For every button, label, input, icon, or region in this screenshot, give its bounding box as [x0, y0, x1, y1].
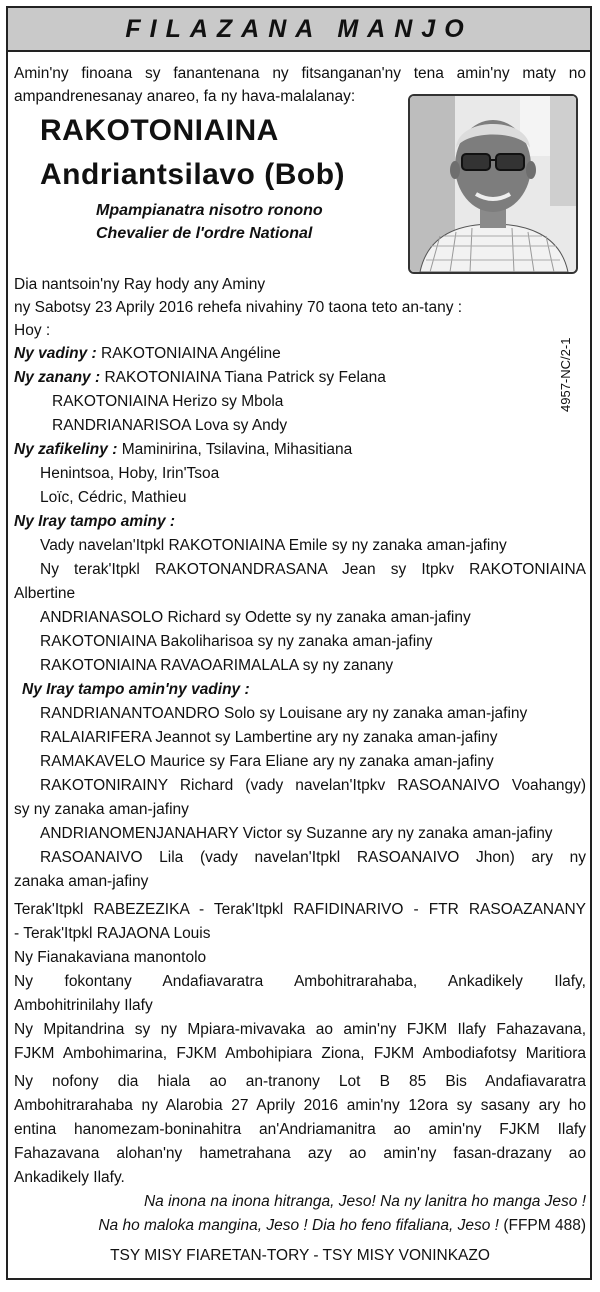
death-line-2: ny Sabotsy 23 Aprily 2016 rehefa nivahiny 70 taona teto an-tany : [14, 299, 463, 316]
sibling-entry: Vady navelan'Itpkl RAKOTONIAINA Emile sy ny zanaka aman-jafiny [40, 537, 507, 554]
spouse-sibling-entry: ANDRIANOMENJANAHARY Victor sy Suzanne ary ny zanaka aman-jafiny [40, 825, 553, 842]
verse-line-1: Na inona na inona hitranga, Jeso! Na ny lanitra ho manga Jeso ! [143, 1193, 586, 1210]
grandchildren-row [14, 438, 586, 461]
child-entry: RAKOTONIAINA Tiana Patrick sy Felana [104, 369, 386, 386]
sibling-entry-continued: Albertine [14, 585, 76, 602]
grandchild-entry: Maminirina, Tsilavina, Mihasitiana [121, 441, 353, 458]
spouse-sibling-entry: RASOANAIVO Lila (vady navelan'Itpkl RASOANAIVO Jhon) ary ny [40, 849, 586, 866]
deceased-surname: RAKOTONIAINA [40, 114, 279, 147]
portrait-photo-icon [408, 94, 578, 274]
spouse-sibling-entry-continued: sy ny zanaka aman-jafiny [14, 801, 189, 818]
spouse-siblings-label: Ny Iray tampo amin'ny vadiny : [22, 681, 250, 698]
verse-line-2: Na ho maloka mangina, Jeso ! Dia ho feno fifaliana, Jeso ! [98, 1217, 499, 1234]
siblings-label: Ny Iray tampo aminy : [14, 513, 176, 530]
notice-title: FILAZANA MANJO [125, 14, 473, 43]
grandchild-entry: Loïc, Cédric, Mathieu [40, 489, 187, 506]
relatives-line-1: Terak'Itpkl RABEZEZIKA - Terak'Itpkl RAFIDINARIVO - FTR RASOAZANANY [14, 901, 586, 918]
spouse-sibling-entry-continued: zanaka aman-jafiny [14, 873, 149, 890]
spouse-sibling-entry: RAMAKAVELO Maurice sy Fara Eliane ary ny zanaka aman-jafiny [40, 753, 494, 770]
death-line-1: Dia nantsoin'ny Ray hody any Aminy [14, 276, 266, 293]
spouse-sibling-entry: RAKOTONIRAINY Richard (vady navelan'Itpkv RASOANAIVO Voahangy) [40, 777, 586, 794]
notice-header [8, 8, 590, 52]
reference-code: 4957-NC/2-1 [558, 337, 573, 412]
children-label: Ny zanany : [14, 369, 101, 386]
sibling-entry: RAKOTONIAINA RAVAOARIMALALA sy ny zanany [40, 657, 394, 674]
grandchild-entry: Henintsoa, Hoby, Irin'Tsoa [40, 465, 220, 482]
children-row [14, 366, 586, 389]
relatives-line-5: Ambohitrinilahy Ilafy [14, 997, 153, 1014]
sibling-entry: ANDRIANASOLO Richard sy Odette sy ny zanaka aman-jafiny [40, 609, 471, 626]
deceased-title-2: Chevalier de l'ordre National [96, 225, 313, 242]
sibling-entry: RAKOTONIAINA Bakoliharisoa sy ny zanaka aman-jafiny [40, 633, 433, 650]
relatives-line-4: Ny fokontany Andafiavaratra Ambohitrarahaba, Ankadikely Ilafy, [14, 973, 586, 990]
funeral-line-2: Ambohitrarahaba ny Alarobia 27 Aprily 2016 amin'ny 12ora sy sasany ary ho [14, 1097, 586, 1114]
sibling-entry: Ny terak'Itpkl RAKOTONANDRASANA Jean sy Itpkv RAKOTONIAINA [40, 561, 586, 578]
funeral-line-1: Ny nofony dia hiala ao an-tranony Lot B 85 Bis Andafiavaratra [14, 1073, 586, 1090]
verse-line-2-row [14, 1214, 586, 1237]
funeral-line-5: Ankadikely Ilafy. [14, 1169, 125, 1186]
spouse-sibling-entry: RALAIARIFERA Jeannot sy Lambertine ary ny zanaka aman-jafiny [40, 729, 498, 746]
funeral-line-4: Fahazavana alohan'ny hametrahana azy ao amin'ny fasan-drazany ao [14, 1145, 586, 1162]
relatives-line-7: FJKM Ambohimarina, FJKM Ambohipiara Ziona, FJKM Ambodiafotsy Maritiora [14, 1045, 586, 1062]
intro-line-1: Amin'ny finoana sy fanantenana ny fitsanganan'ny tena amin'ny maty no [14, 65, 586, 82]
spouse-label: Ny vadiny : [14, 345, 97, 362]
deceased-given-name: Andriantsilavo (Bob) [40, 158, 346, 191]
child-entry: RANDRIANARISOA Lova sy Andy [52, 417, 288, 434]
relatives-line-3: Ny Fianakaviana manontolo [14, 949, 207, 966]
child-entry: RAKOTONIAINA Herizo sy Mbola [52, 393, 284, 410]
spouse-name: RAKOTONIAINA Angéline [101, 345, 281, 362]
spouse-sibling-entry: RANDRIANANTOANDRO Solo sy Louisane ary ny zanaka aman-jafiny [40, 705, 528, 722]
funeral-line-3: entina hanomezam-boninahitra an'Andriamanitra ao amin'ny FJKM Ilafy [14, 1121, 586, 1138]
relatives-line-6: Ny Mpitandrina sy ny Mpiara-mivavaka ao amin'ny FJKM Ilafy Fahazavana, [14, 1021, 586, 1038]
verse-source: (FFPM 488) [503, 1217, 586, 1234]
spouse-row [14, 342, 586, 365]
grandchildren-label: Ny zafikeliny : [14, 441, 118, 458]
deceased-title-1: Mpampianatra nisotro ronono [96, 202, 323, 219]
intro-line-2: ampandrenesanay anareo, fa ny hava-malalanay: [14, 88, 356, 105]
relatives-line-2: - Terak'Itpkl RAJAONA Louis [14, 925, 211, 942]
footer-note: TSY MISY FIARETAN-TORY - TSY MISY VONINKAZO [110, 1247, 490, 1264]
death-line-3: Hoy : [14, 322, 51, 339]
